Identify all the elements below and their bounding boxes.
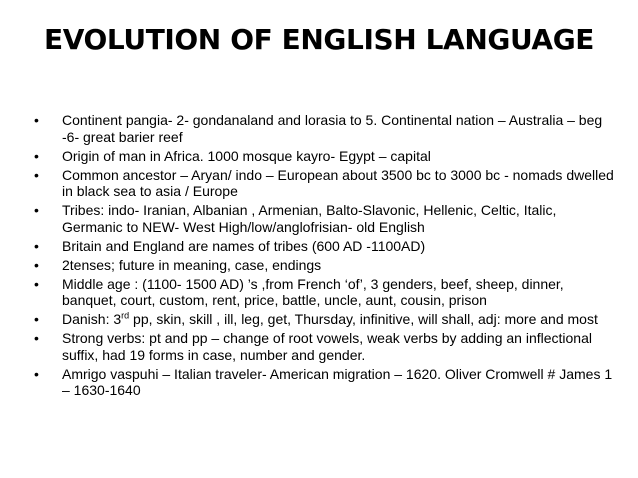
bullet-item: • 2tenses; future in meaning, case, endings [34, 257, 614, 274]
bullet-item: • Strong verbs: pt and pp – change of root vowels, weak verbs by adding an inflectional suffix, had 19 forms in case, number and gender. [34, 330, 614, 363]
bullet-list [34, 112, 614, 401]
slide-title: EVOLUTION OF ENGLISH LANGUAGE [44, 23, 594, 56]
bullet-item: • Britain and England are names of tribes (600 AD -1100AD) [34, 238, 614, 255]
superscript-text: rd [121, 310, 130, 321]
bullet-item: • Origin of man in Africa. 1000 mosque kayro- Egypt – capital [34, 148, 614, 165]
bullet-item: • Amrigo vaspuhi – Italian traveler- American migration – 1620. Oliver Cromwell # James 1 – 1630-1640 [34, 366, 614, 399]
bullet-item [34, 311, 614, 328]
bullet-item: • Common ancestor – Aryan/ indo – European about 3500 bc to 3000 bc - nomads dwelled in black sea to asia / Europe [34, 167, 614, 200]
bullet-text-line: Tribes: indo- Iranian, Albanian , Armenian, Balto-Slavonic, Hellenic, Celtic, Italic, Germanic to NEW- West High/low/anglofrisian- old English [62, 202, 557, 235]
bullet-text-prefix: Danish: 3 [62, 311, 122, 327]
bullet-text-suffix: pp, skin, skill , ill, leg, get, Thursday, infinitive, will shall, adj: more and most [129, 311, 598, 327]
bullet-item [34, 202, 614, 235]
bullet-item: • Middle age : (1100- 1500 AD) ’s ,from French ‘of’, 3 genders, beef, sheep, dinner, banquet, court, custom, rent, price, battle, uncle, aunt, cousin, prison [34, 276, 614, 309]
bullet-item: • Continent pangia- 2- gondanaland and lorasia to 5. Continental nation – Australia – beg -6- great barier reef [34, 112, 614, 145]
